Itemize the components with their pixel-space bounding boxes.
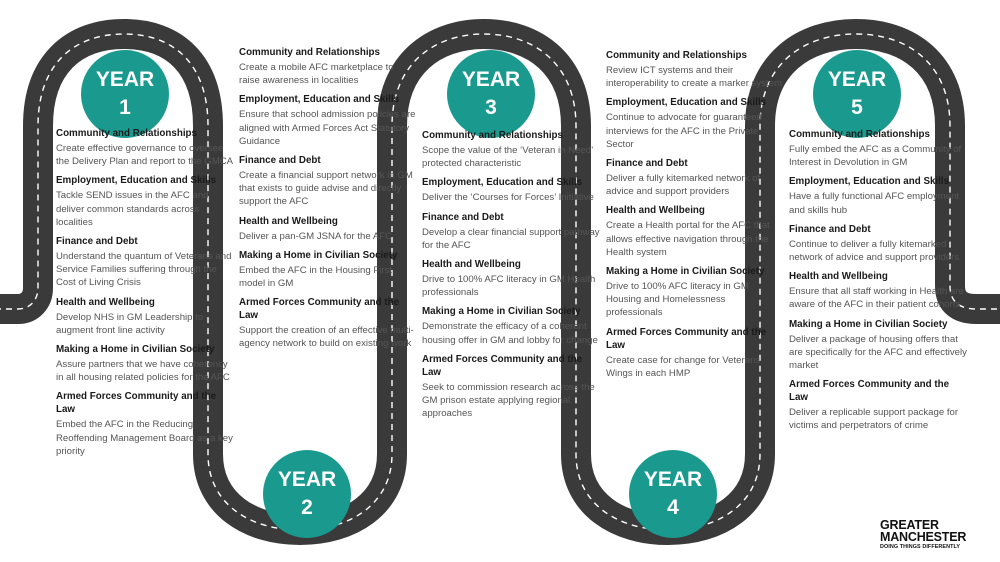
section-heading: Making a Home in Civilian Society	[422, 306, 581, 318]
section-heading: Finance and Debt	[422, 211, 504, 223]
section-body: Assure partners that we have coherency in all housing related policies for the AFC	[56, 359, 230, 384]
section-body: Create a financial support network in GM that exists to guide advise and directly support the AFC	[239, 170, 413, 208]
section-heading: Employment, Education and Skills	[606, 97, 767, 109]
section-body: Create case for change for Veterans Wings in each HMP	[606, 354, 761, 379]
section-body: Deliver the ‘Courses for Forces’ Initiative	[422, 192, 594, 204]
section-body: Demonstrate the efficacy of a coherent housing offer in GM and lobby for change	[422, 321, 598, 346]
section-housing	[789, 318, 967, 373]
year-number: 2	[301, 496, 313, 519]
year-4-badge	[629, 450, 717, 538]
section-heading: Armed Forces Community and the Law	[239, 297, 400, 322]
year-5-column	[789, 128, 967, 439]
year-number: 5	[851, 96, 863, 119]
section-body: Drive to 100% AFC literacy in GM Health professionals	[422, 274, 596, 299]
section-body: Create a Health portal for the AFC that allows effective navigation through the Health system	[606, 220, 770, 258]
year-label: YEAR	[827, 68, 887, 91]
section-heading: Making a Home in Civilian Society	[606, 266, 765, 278]
section-body: Review ICT systems and their interoperability to create a marker system	[606, 65, 782, 90]
section-heading: Finance and Debt	[56, 236, 138, 248]
year-label: YEAR	[277, 468, 337, 491]
year-number: 4	[667, 496, 679, 519]
section-heading: Employment, Education and Skills	[239, 94, 400, 106]
section-employment	[56, 174, 234, 229]
section-body: Embed the AFC in the Reducing Reoffending Management Board as a key priority	[56, 419, 233, 457]
section-law	[422, 353, 600, 421]
logo-line-2: MANCHESTER	[880, 530, 967, 544]
year-2-column	[239, 46, 417, 357]
section-finance	[422, 211, 600, 252]
section-health	[56, 296, 234, 337]
year-label: YEAR	[95, 68, 155, 91]
section-body: Support the creation of an effective multi-agency network to build on existing work	[239, 325, 414, 350]
section-heading: Community and Relationships	[606, 50, 747, 61]
section-body: Deliver a replicable support package for victims and perpetrators of crime	[789, 407, 959, 432]
section-heading: Health and Wellbeing	[606, 205, 705, 217]
section-body: Deliver a package of housing offers that are specifically for the AFC and effectively market	[789, 333, 967, 372]
section-heading: Armed Forces Community and the Law	[606, 326, 767, 351]
section-body: Embed the AFC in the Housing First model in GM	[239, 264, 393, 290]
section-body: Seek to commission research across the GM prison estate applying regional approaches	[422, 381, 595, 420]
section-body: Develop NHS in GM Leadership to augment front line activity	[56, 311, 204, 336]
logo-tagline: DOING THINGS DIFFERENTLY	[880, 544, 961, 550]
year-number: 1	[119, 96, 131, 119]
section-body: Have a fully functional AFC employment and skills hub	[789, 191, 960, 216]
section-housing	[239, 249, 417, 290]
section-heading: Employment, Education and Skills	[422, 177, 583, 189]
section-employment	[789, 175, 967, 216]
section-law	[56, 390, 234, 458]
section-body: Continue to advocate for guaranteed interviews for the AFC in the Private Sector	[606, 112, 762, 150]
section-heading: Finance and Debt	[239, 155, 321, 167]
logo-line-1: GREATER	[880, 518, 939, 532]
year-label: YEAR	[461, 68, 521, 91]
section-body: Create effective governance to oversee the Delivery Plan and report to the GMCA	[56, 143, 234, 168]
section-heading: Armed Forces Community and the Law	[422, 353, 583, 378]
section-body: Tackle SEND issues in the AFC and deliver common standards across localities	[56, 190, 209, 228]
section-body: Create a mobile AFC marketplace to raise awareness in localities	[239, 62, 394, 87]
year-1-column	[56, 127, 234, 464]
section-finance	[789, 223, 967, 264]
section-body: Continue to deliver a fully kitemarked network of advice and support providers	[789, 238, 960, 264]
section-health	[789, 270, 967, 311]
year-5-badge	[813, 50, 901, 138]
section-body: Ensure that all staff working in Health are aware of the AFC in their patient cohorts	[789, 286, 964, 311]
section-body: Ensure that school admission policies are aligned with Armed Forces Act Statutory Guidance	[239, 109, 416, 147]
year-number: 3	[485, 96, 497, 119]
section-finance	[56, 235, 234, 290]
section-heading: Health and Wellbeing	[56, 296, 155, 308]
section-community	[56, 127, 234, 168]
section-heading: Community and Relationships	[56, 128, 197, 139]
section-community	[789, 128, 967, 169]
section-body: Develop a clear financial support pathway for the AFC	[422, 226, 600, 251]
section-housing	[56, 343, 234, 384]
section-body: Drive to 100% AFC literacy in GM Housing and Homelessness professionals	[606, 281, 749, 319]
section-heading: Armed Forces Community and the Law	[56, 391, 217, 416]
year-4-column	[606, 49, 784, 386]
section-body: Fully embed the AFC as a Community of Interest in Devolution in GM	[789, 144, 962, 169]
section-law	[239, 296, 417, 350]
greater-manchester-logo	[880, 519, 966, 551]
section-community	[422, 129, 600, 170]
year-3-badge	[447, 50, 535, 138]
section-heading: Community and Relationships	[239, 47, 380, 58]
section-heading: Making a Home in Civilian Society	[56, 344, 215, 356]
year-3-column	[422, 129, 600, 426]
section-heading: Community and Relationships	[422, 130, 563, 141]
section-heading: Making a Home in Civilian Society	[239, 249, 398, 261]
section-body: Deliver a fully kitemarked network of advice and support providers	[606, 173, 761, 198]
section-body: Deliver a pan-GM JSNA for the AFC	[239, 230, 393, 242]
section-body: Scope the value of the ‘Veteran in Need’ protected characteristic	[422, 145, 593, 170]
section-heading: Employment, Education and Skills	[56, 175, 217, 187]
year-1-badge	[81, 50, 169, 138]
section-heading: Finance and Debt	[606, 158, 688, 170]
section-health	[606, 204, 784, 259]
section-heading: Making a Home in Civilian Society	[789, 318, 948, 330]
section-health	[239, 215, 417, 243]
section-finance	[606, 157, 784, 198]
year-label: YEAR	[643, 468, 703, 491]
section-community	[606, 49, 784, 90]
section-heading: Finance and Debt	[789, 223, 871, 235]
section-heading: Employment, Education and Skills	[789, 176, 950, 188]
section-employment	[239, 93, 417, 148]
section-employment	[422, 176, 600, 204]
section-law	[606, 326, 784, 380]
section-employment	[606, 96, 784, 151]
section-health	[422, 258, 600, 299]
section-housing	[606, 265, 784, 320]
section-heading: Health and Wellbeing	[422, 259, 521, 271]
year-2-badge	[263, 450, 351, 538]
section-heading: Community and Relationships	[789, 129, 930, 140]
section-heading: Health and Wellbeing	[239, 215, 338, 227]
section-community	[239, 46, 417, 87]
section-finance	[239, 154, 417, 209]
section-heading: Health and Wellbeing	[789, 271, 888, 283]
section-heading: Armed Forces Community and the Law	[789, 379, 950, 404]
section-body: Understand the quantum of Veterans and Service Families suffering through the Cost of Living Crisis	[56, 251, 232, 289]
section-housing	[422, 305, 600, 346]
section-law	[789, 378, 967, 432]
